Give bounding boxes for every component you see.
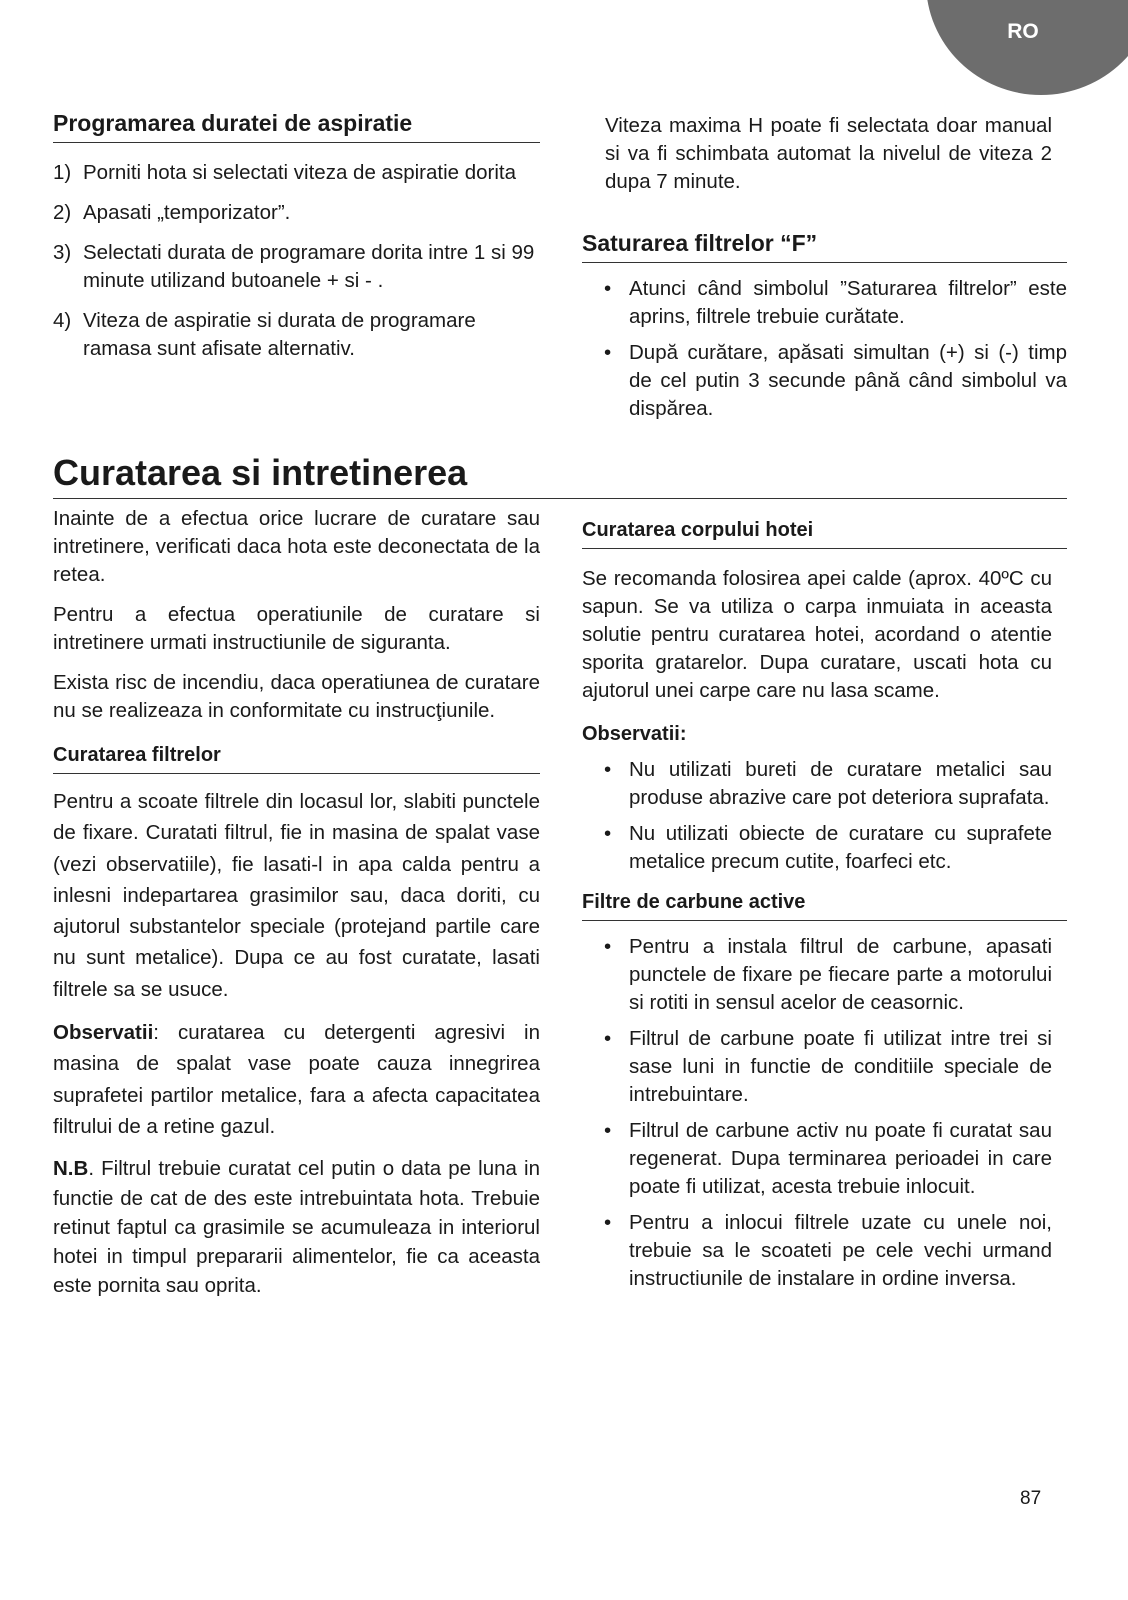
filter-cleaning-heading: Curatarea filtrelor [53,743,540,774]
carbon-filters-list [582,933,1052,1293]
intro-paragraph: Exista risc de incendiu, daca operatiunea de curatare nu se realizeaza in conformitate cu instrucţiunile. [53,671,540,722]
programming-section [53,110,540,375]
list-item: • Filtrul de carbune activ nu poate fi curatat sau regenerat. Dupa terminarea perioadei in care poate fi utilizat, acesta trebuie inlocuit. [604,1119,1052,1198]
max-speed-note: Viteza maxima H poate fi selectata doar manual si va fi schimbata automat la nivelul de viteza 2 dupa 7 minute. [605,114,1052,193]
filter-saturation-section [582,230,1067,431]
filter-saturation-heading: Saturarea filtrelor “F” [582,230,1067,263]
programming-steps [53,159,540,363]
list-item: • După curătare, apăsati simultan (+) si (-) timp de cel putin 3 secunde până când simbolul va dispărea. [604,341,1067,420]
cleaning-left-column [53,505,540,1301]
page-number: 87 [1020,1488,1042,1509]
language-label: RO [1007,20,1039,43]
programming-heading: Programarea duratei de aspiratie [53,110,540,143]
step-item: 2) Apasati „temporizator”. [53,201,291,224]
filter-nb: N.B. Filtrul trebuie curatat cel putin o data pe luna in functie de cat de des este intrebuintata hota. Trebuie retinut faptul ca grasimile se acumuleaza in interiorul hotei in timpul prepararii alimentelor, fie ca aceasta este pornita sau oprita. [53,1157,540,1298]
list-item: • Filtrul de carbune poate fi utilizat intre trei si sase luni in functie de conditiile speciale de intrebuintare. [604,1027,1052,1106]
filter-observation: Observatii: curatarea cu detergenti agresivi in masina de spalat vase poate cauza innegrirea suprafetei partilor metalice, fara a afecta capacitatea filtrului de a retine gazul. [53,1021,540,1138]
step-item: 3) Selectati durata de programare dorita intre 1 si 99 minute utilizand butoanele + si - . [53,241,535,292]
hood-body-text: Se recomanda folosirea apei calde (aprox. 40ºC cu sapun. Se va utiliza o carpa inmuiata in aceasta solutie pentru curatarea hotei, acordand o atentie sporita gratarelor. Dupa curatare, uscati hota cu ajutorul unei carpe care nu lasa scame. [582,567,1052,702]
hood-body-heading: Curatarea corpului hotei [582,518,1067,549]
intro-paragraph: Inainte de a efectua orice lucrare de curatare sau intretinere, verificati daca hota este deconectata de la retea. [53,507,540,586]
filter-saturation-list [582,275,1067,423]
list-item: • Atunci când simbolul ”Saturarea filtrelor” este aprins, filtrele trebuie curătate. [604,277,1067,328]
list-item: • Nu utilizati obiecte de curatare cu suprafete metalice precum cutite, foarfeci etc. [604,822,1052,873]
observations-list [582,756,1052,876]
carbon-filters-heading: Filtre de carbune active [582,890,1067,921]
step-item: 4) Viteza de aspiratie si durata de programare ramasa sunt afisate alternativ. [53,309,476,360]
step-item: 1) Porniti hota si selectati viteza de aspiratie dorita [53,161,517,184]
list-item: • Nu utilizati bureti de curatare metalici sau produse abrazive care pot deteriora suprafata. [604,758,1052,809]
observations-heading: Observatii: [582,723,687,745]
cleaning-heading: Curatarea si intretinerea [53,452,1067,499]
list-item: • Pentru a inlocui filtrele uzate cu unele noi, trebuie sa le scoateti pe cele vechi urmand instructiunile de instalare in ordine inversa. [604,1211,1052,1290]
language-tab [926,0,1128,95]
filter-cleaning-text: Pentru a scoate filtrele din locasul lor, slabiti punctele de fixare. Curatati filtrul, fie in masina de spalat vase (vezi observatiile), fie lasati-l in apa calda pentru a inlesni indepartarea grasimilor sau, daca doriti, cu ajutorul substantelor speciale (protejand partile care nu sunt metalice). Dupa ce au fost curatate, lasati filtrele sa se usuce. [53,790,540,1001]
list-item: • Pentru a instala filtrul de carbune, apasati punctele de fixare pe fiecare parte a motorului si rotiti in sensul acelor de ceasornic. [604,935,1052,1014]
intro-paragraph: Pentru a efectua operatiunile de curatare si intretinere urmati instructiunile de siguranta. [53,603,540,654]
cleaning-right-column [582,518,1067,1301]
